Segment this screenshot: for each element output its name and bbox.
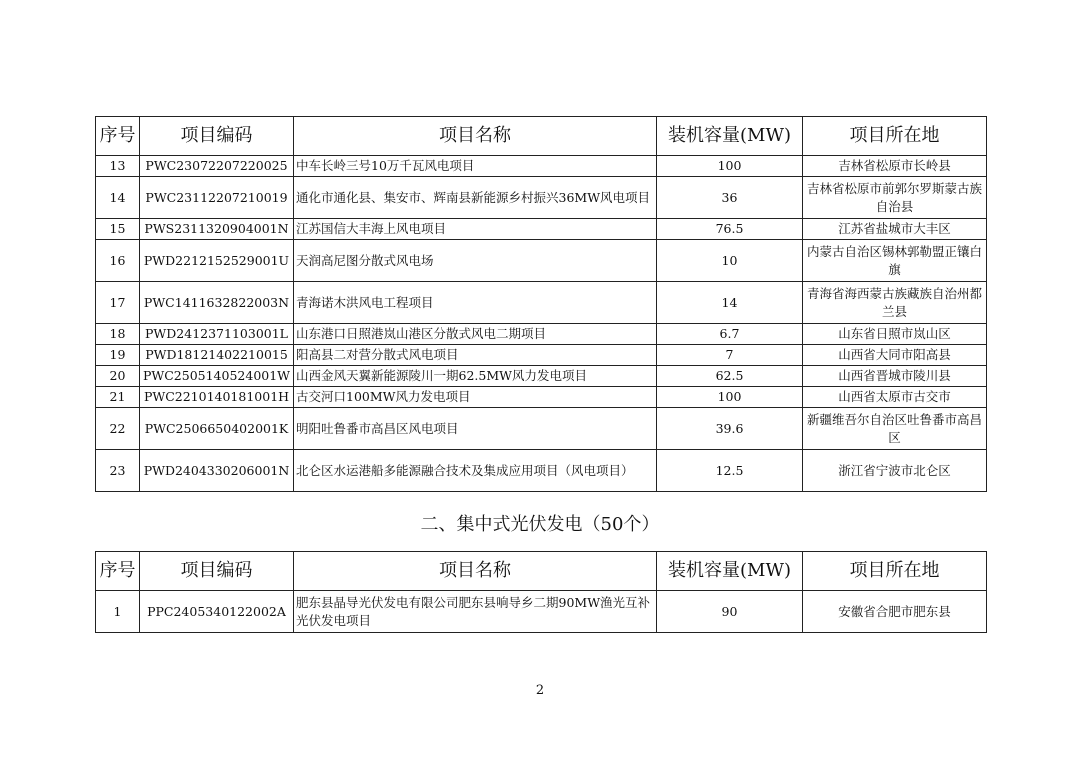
cell-code: PWC23072207220025 xyxy=(140,156,294,177)
cell-capacity: 39.6 xyxy=(657,408,803,450)
cell-capacity: 90 xyxy=(657,591,803,633)
cell-seq: 16 xyxy=(96,240,140,282)
cell-location: 山西省太原市古交市 xyxy=(803,387,987,408)
table-row xyxy=(96,177,987,219)
cell-seq: 15 xyxy=(96,219,140,240)
cell-seq: 13 xyxy=(96,156,140,177)
cell-seq: 17 xyxy=(96,282,140,324)
cell-location: 山东省日照市岚山区 xyxy=(803,324,987,345)
cell-seq: 22 xyxy=(96,408,140,450)
cell-code: PWC23112207210019 xyxy=(140,177,294,219)
cell-code: PWC2505140524001W xyxy=(140,366,294,387)
cell-capacity: 12.5 xyxy=(657,450,803,492)
cell-seq: 23 xyxy=(96,450,140,492)
header-location: 项目所在地 xyxy=(803,552,987,591)
cell-code: PPC2405340122002A xyxy=(140,591,294,633)
cell-seq: 1 xyxy=(96,591,140,633)
cell-name: 阳高县二对营分散式风电项目 xyxy=(294,345,657,366)
table-header-row xyxy=(96,117,987,156)
cell-capacity: 76.5 xyxy=(657,219,803,240)
pv-table-body xyxy=(96,591,987,633)
cell-code: PWC1411632822003N xyxy=(140,282,294,324)
table-row xyxy=(96,282,987,324)
cell-code: PWC2506650402001K xyxy=(140,408,294,450)
cell-capacity: 36 xyxy=(657,177,803,219)
cell-capacity: 10 xyxy=(657,240,803,282)
table-row xyxy=(96,450,987,492)
cell-location: 山西省晋城市陵川县 xyxy=(803,366,987,387)
wind-projects-table xyxy=(95,116,987,492)
cell-name: 山西金风天翼新能源陵川一期62.5MW风力发电项目 xyxy=(294,366,657,387)
cell-capacity: 6.7 xyxy=(657,324,803,345)
page-number: 2 xyxy=(535,683,545,698)
header-capacity: 装机容量(MW) xyxy=(657,117,803,156)
cell-name: 古交河口100MW风力发电项目 xyxy=(294,387,657,408)
cell-seq: 14 xyxy=(96,177,140,219)
header-seq: 序号 xyxy=(96,117,140,156)
section-heading: 二、集中式光伏发电（50个） xyxy=(420,514,660,535)
cell-name: 肥东县晶导光伏发电有限公司肥东县响导乡二期90MW渔光互补光伏发电项目 xyxy=(294,591,657,633)
table-row xyxy=(96,219,987,240)
cell-capacity: 100 xyxy=(657,156,803,177)
cell-location: 江苏省盐城市大丰区 xyxy=(803,219,987,240)
cell-code: PWC2210140181001H xyxy=(140,387,294,408)
table-row xyxy=(96,408,987,450)
cell-code: PWD18121402210015 xyxy=(140,345,294,366)
table-row xyxy=(96,345,987,366)
wind-table-body xyxy=(96,156,987,492)
cell-name: 天润高尼图分散式风电场 xyxy=(294,240,657,282)
header-name: 项目名称 xyxy=(294,117,657,156)
cell-location: 山西省大同市阳高县 xyxy=(803,345,987,366)
cell-seq: 19 xyxy=(96,345,140,366)
header-location: 项目所在地 xyxy=(803,117,987,156)
cell-capacity: 100 xyxy=(657,387,803,408)
header-code: 项目编码 xyxy=(140,552,294,591)
cell-location: 吉林省松原市前郭尔罗斯蒙古族自治县 xyxy=(803,177,987,219)
table-row xyxy=(96,156,987,177)
header-name: 项目名称 xyxy=(294,552,657,591)
header-code: 项目编码 xyxy=(140,117,294,156)
cell-code: PWD2212152529001U xyxy=(140,240,294,282)
cell-name: 青海诺木洪风电工程项目 xyxy=(294,282,657,324)
cell-location: 安徽省合肥市肥东县 xyxy=(803,591,987,633)
cell-location: 浙江省宁波市北仑区 xyxy=(803,450,987,492)
cell-code: PWS2311320904001N xyxy=(140,219,294,240)
cell-name: 江苏国信大丰海上风电项目 xyxy=(294,219,657,240)
table-header-row xyxy=(96,552,987,591)
pv-projects-table xyxy=(95,551,987,633)
header-seq: 序号 xyxy=(96,552,140,591)
cell-name: 山东港口日照港岚山港区分散式风电二期项目 xyxy=(294,324,657,345)
cell-code: PWD2412371103001L xyxy=(140,324,294,345)
cell-seq: 21 xyxy=(96,387,140,408)
cell-seq: 20 xyxy=(96,366,140,387)
cell-location: 内蒙古自治区锡林郭勒盟正镶白旗 xyxy=(803,240,987,282)
table-row xyxy=(96,324,987,345)
table-row xyxy=(96,366,987,387)
table-row xyxy=(96,387,987,408)
cell-capacity: 14 xyxy=(657,282,803,324)
cell-code: PWD2404330206001N xyxy=(140,450,294,492)
table-row xyxy=(96,591,987,633)
cell-capacity: 62.5 xyxy=(657,366,803,387)
cell-name: 中车长岭三号10万千瓦风电项目 xyxy=(294,156,657,177)
cell-capacity: 7 xyxy=(657,345,803,366)
cell-seq: 18 xyxy=(96,324,140,345)
cell-name: 北仑区水运港船多能源融合技术及集成应用项目（风电项目） xyxy=(294,450,657,492)
header-capacity: 装机容量(MW) xyxy=(657,552,803,591)
cell-name: 通化市通化县、集安市、辉南县新能源乡村振兴36MW风电项目 xyxy=(294,177,657,219)
cell-location: 青海省海西蒙古族藏族自治州都兰县 xyxy=(803,282,987,324)
cell-name: 明阳吐鲁番市高昌区风电项目 xyxy=(294,408,657,450)
cell-location: 新疆维吾尔自治区吐鲁番市高昌区 xyxy=(803,408,987,450)
table-row xyxy=(96,240,987,282)
cell-location: 吉林省松原市长岭县 xyxy=(803,156,987,177)
